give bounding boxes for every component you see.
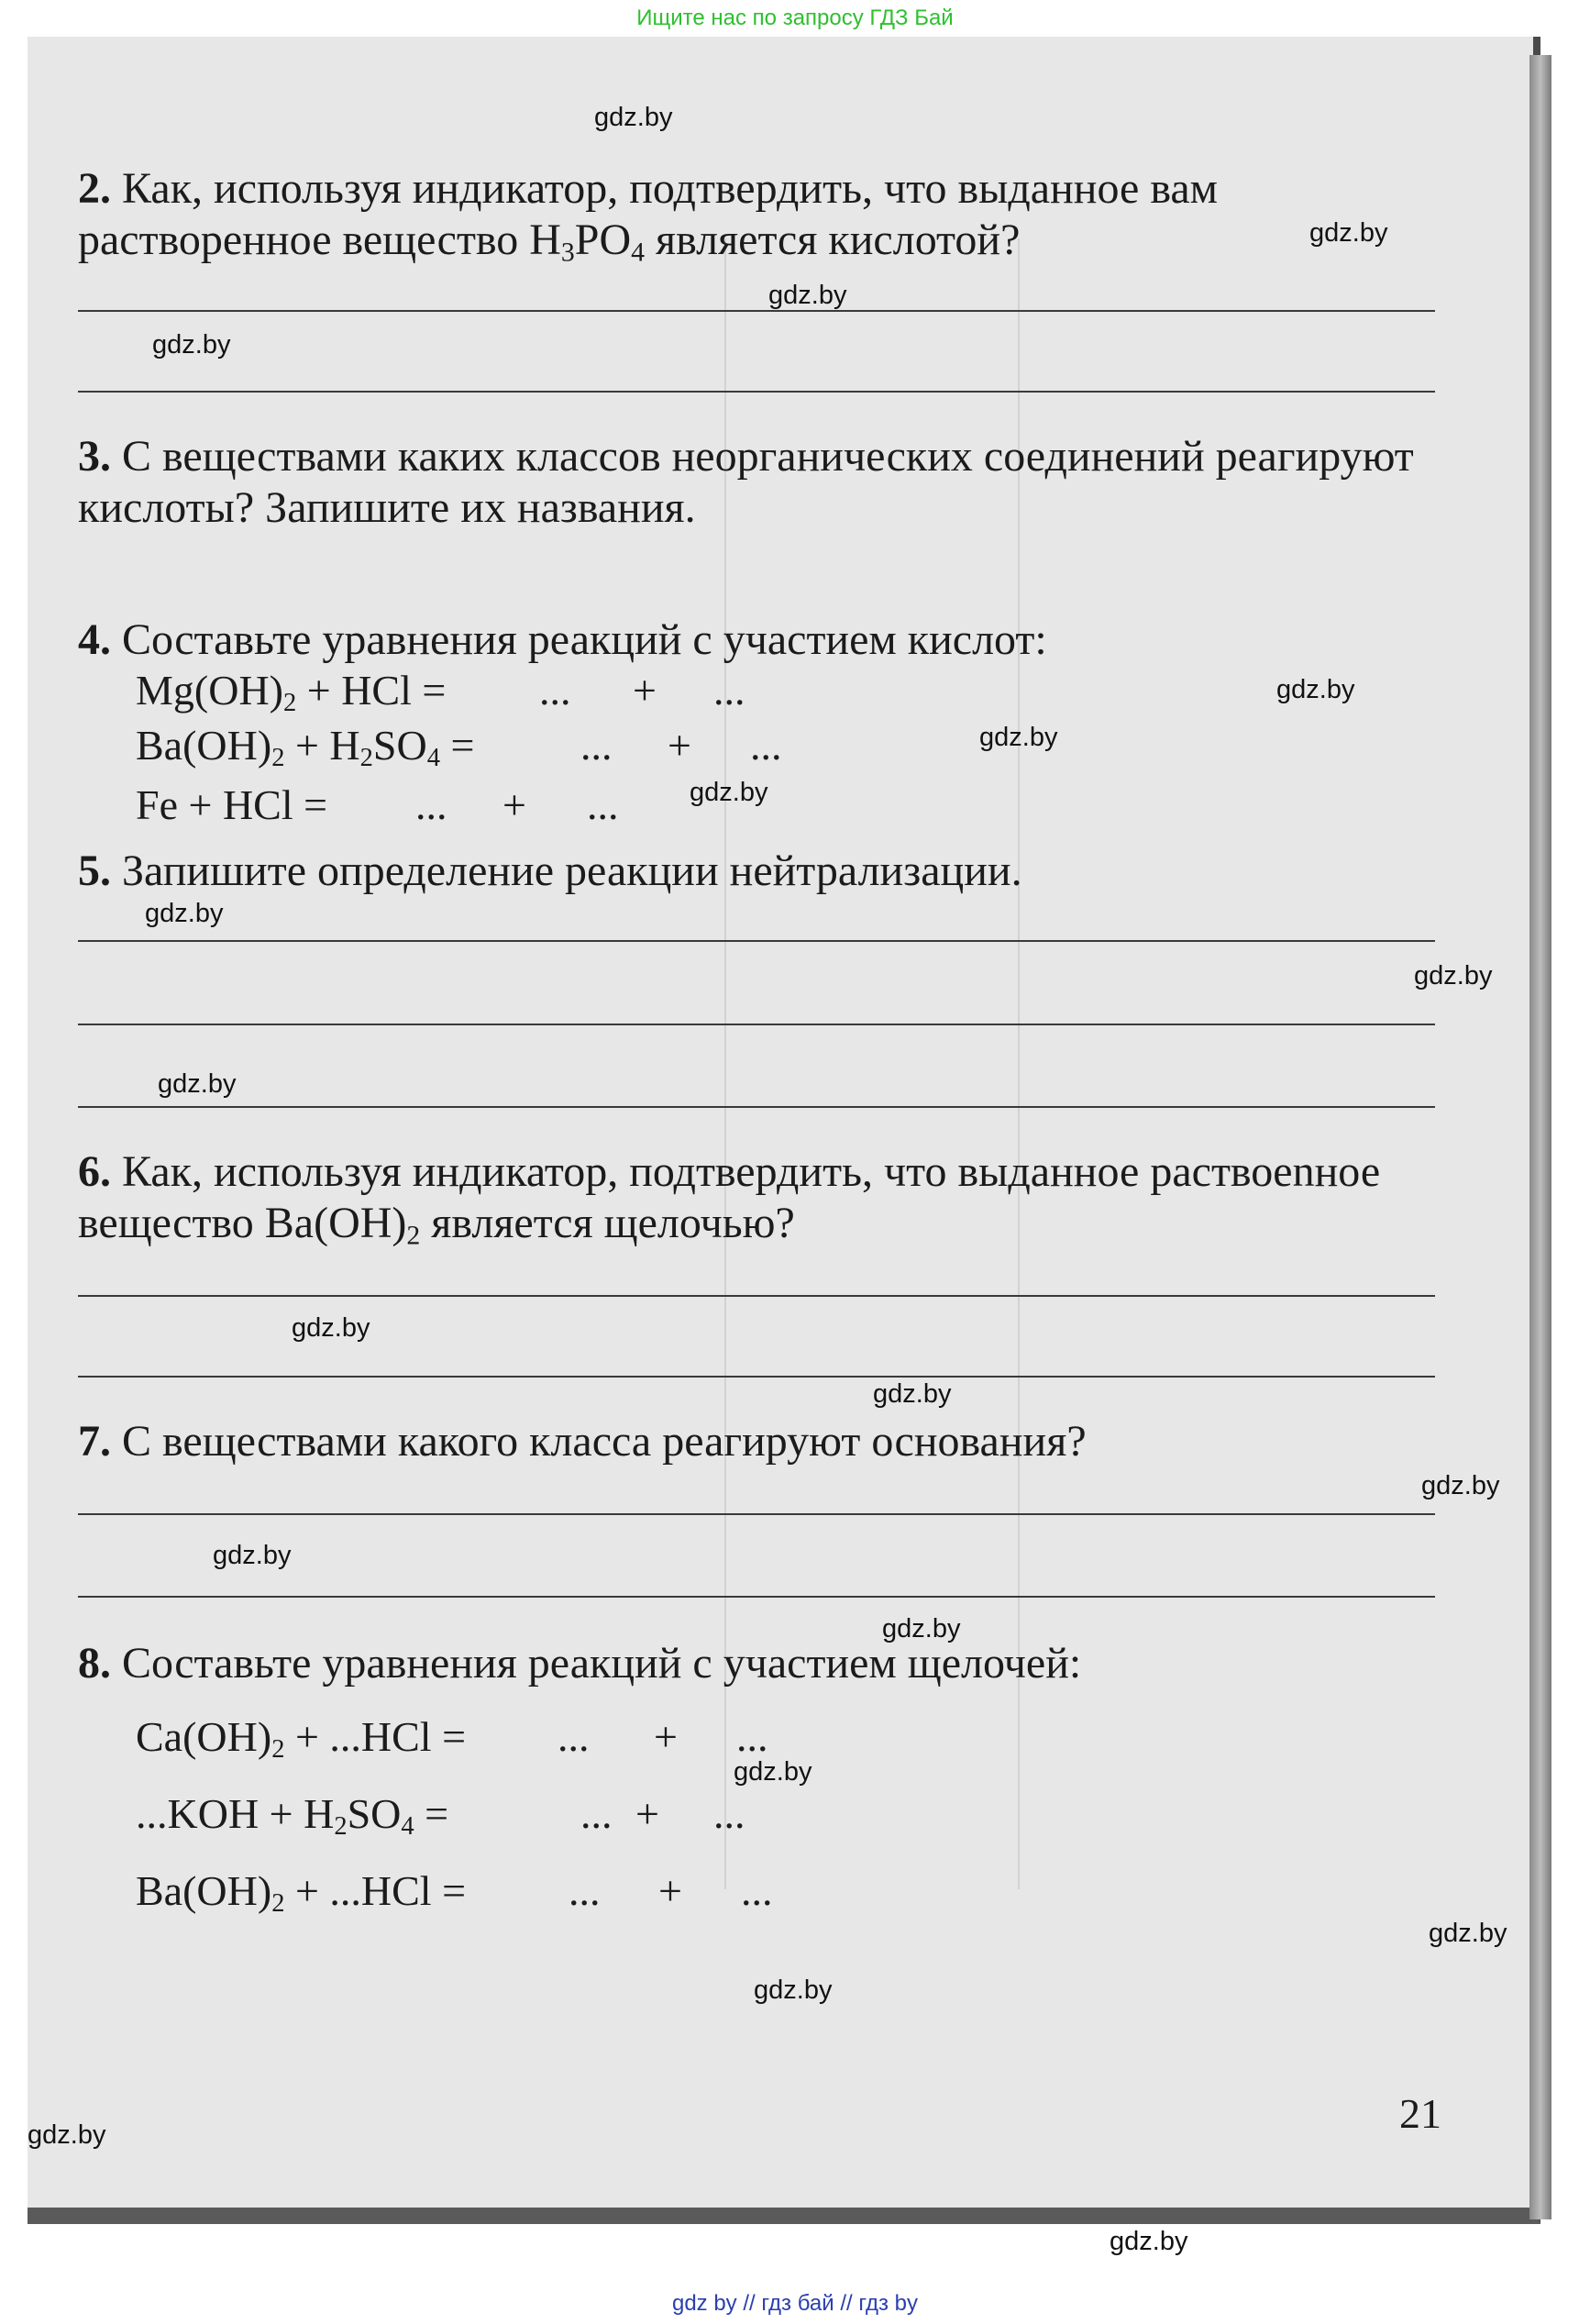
question-3 — [78, 431, 1444, 534]
watermark: gdz.by — [1414, 961, 1493, 990]
equation-part: + ...HCl = — [284, 1713, 467, 1760]
watermark: gdz.by — [28, 2120, 106, 2150]
plus-sign: + — [654, 1713, 678, 1760]
subscript: 2 — [271, 1889, 285, 1919]
subscript: 2 — [271, 1735, 285, 1765]
question-text: Запишите определение реакции нейтрализации. — [122, 847, 1022, 895]
equation-part: ...KOH + H — [136, 1790, 335, 1837]
blank-product[interactable]: ... — [736, 1713, 768, 1760]
question-text: является кислотой? — [645, 216, 1021, 264]
blank-product[interactable]: ... — [415, 781, 447, 828]
answer-line[interactable] — [78, 1513, 1435, 1515]
watermark: gdz.by — [734, 1757, 812, 1787]
blank-product[interactable]: ... — [587, 781, 619, 828]
answer-line[interactable] — [78, 310, 1435, 312]
plus-sign: + — [502, 781, 526, 828]
equation-part: + ...HCl = — [284, 1867, 467, 1914]
watermark: gdz.by — [1429, 1919, 1507, 1948]
question-text: Составьте уравнения реакций с участием щелочей: — [122, 1639, 1082, 1688]
question-number: 7. — [78, 1417, 111, 1466]
question-text: Составьте уравнения реакций с участием кислот: — [122, 615, 1047, 664]
blank-product[interactable]: ... — [580, 1790, 613, 1837]
plus-sign: + — [635, 1790, 659, 1837]
watermark: gdz.by — [754, 1975, 833, 2005]
plus-sign: + — [633, 667, 657, 714]
subscript: 3 — [560, 237, 575, 268]
answer-line[interactable] — [78, 940, 1435, 942]
equation-part: + H — [284, 722, 360, 769]
subscript: 2 — [406, 1220, 421, 1251]
watermark: gdz.by — [873, 1379, 952, 1409]
page-number: 21 — [1399, 2090, 1441, 2137]
top-banner: Ищите нас по запросу ГДЗ Бай — [636, 6, 954, 30]
question-text: С веществами какого класса реагируют основания? — [122, 1417, 1087, 1466]
watermark: gdz.by — [1309, 218, 1388, 248]
answer-line[interactable] — [78, 1024, 1435, 1025]
answer-line[interactable] — [78, 1106, 1435, 1108]
blank-product[interactable]: ... — [713, 667, 745, 714]
question-number: 6. — [78, 1147, 111, 1196]
question-text: С веществами каких классов неорганических соединений реагируют кислоты? Запишите их названия. — [78, 432, 1414, 532]
subscript: 4 — [401, 1812, 414, 1842]
question-number: 3. — [78, 432, 111, 481]
watermark: gdz.by — [152, 330, 231, 360]
answer-line[interactable] — [78, 1376, 1435, 1378]
equation-part: = — [414, 1790, 449, 1837]
question-number: 5. — [78, 847, 111, 895]
equation-part: Ca(OH) — [136, 1713, 272, 1760]
watermark: gdz.by — [292, 1313, 370, 1343]
bottom-footer: gdz by // гдз бай // гдз by — [671, 2291, 919, 2316]
equation-part: Mg(OH) — [136, 667, 283, 714]
answer-line[interactable] — [78, 1596, 1435, 1598]
watermark: gdz.by — [1421, 1471, 1500, 1500]
watermark: gdz.by — [594, 103, 673, 132]
watermark: gdz.by — [158, 1069, 237, 1099]
blank-product[interactable]: ... — [558, 1713, 590, 1760]
blank-product[interactable]: ... — [580, 722, 613, 769]
question-5 — [78, 846, 1444, 897]
question-7 — [78, 1416, 1444, 1467]
equation-part: SO — [372, 722, 427, 769]
plus-sign: + — [658, 1867, 682, 1914]
subscript: 4 — [631, 237, 646, 268]
watermark: gdz.by — [1276, 675, 1355, 704]
answer-line[interactable] — [78, 391, 1435, 393]
question-number: 4. — [78, 615, 111, 664]
watermark: gdz.by — [979, 723, 1058, 752]
question-4 — [78, 614, 1444, 666]
equation-part: SO — [347, 1790, 402, 1837]
blank-product[interactable]: ... — [539, 667, 571, 714]
watermark: gdz.by — [145, 899, 224, 928]
question-number: 8. — [78, 1639, 111, 1688]
watermark: gdz.by — [1110, 2227, 1188, 2256]
answer-line[interactable] — [78, 1295, 1435, 1297]
blank-product[interactable]: ... — [569, 1867, 601, 1914]
subscript: 2 — [359, 744, 373, 773]
question-6 — [78, 1146, 1444, 1249]
watermark: gdz.by — [768, 281, 847, 310]
question-text: Как, используя индикатор, подтвердить, что выданное раствоenное вещество Ba(OH) — [78, 1147, 1381, 1247]
subscript: 4 — [426, 744, 440, 773]
watermark: gdz.by — [882, 1614, 961, 1643]
blank-product[interactable]: ... — [750, 722, 782, 769]
equation-part: + HCl = — [296, 667, 447, 714]
equation-part: Fe + HCl = — [136, 781, 328, 828]
question-text: Как, используя индикатор, подтвердить, что выданное вам растворенное вещество H — [78, 164, 1219, 264]
subscript: 2 — [282, 689, 297, 718]
equation-part: Ba(OH) — [136, 1867, 272, 1914]
watermark: gdz.by — [213, 1541, 292, 1570]
question-text: PO — [574, 216, 632, 264]
question-8 — [78, 1638, 1444, 1689]
page-edge — [1529, 55, 1551, 2219]
blank-product[interactable]: ... — [713, 1790, 745, 1837]
subscript: 2 — [334, 1812, 348, 1842]
watermark: gdz.by — [690, 778, 768, 807]
question-2 — [78, 163, 1444, 266]
question-text: является щелочью? — [420, 1199, 795, 1247]
blank-product[interactable]: ... — [741, 1867, 773, 1914]
plus-sign: + — [668, 722, 691, 769]
equation-part: = — [439, 722, 475, 769]
question-number: 2. — [78, 164, 111, 213]
equation-part: Ba(OH) — [136, 722, 272, 769]
subscript: 2 — [271, 744, 285, 773]
